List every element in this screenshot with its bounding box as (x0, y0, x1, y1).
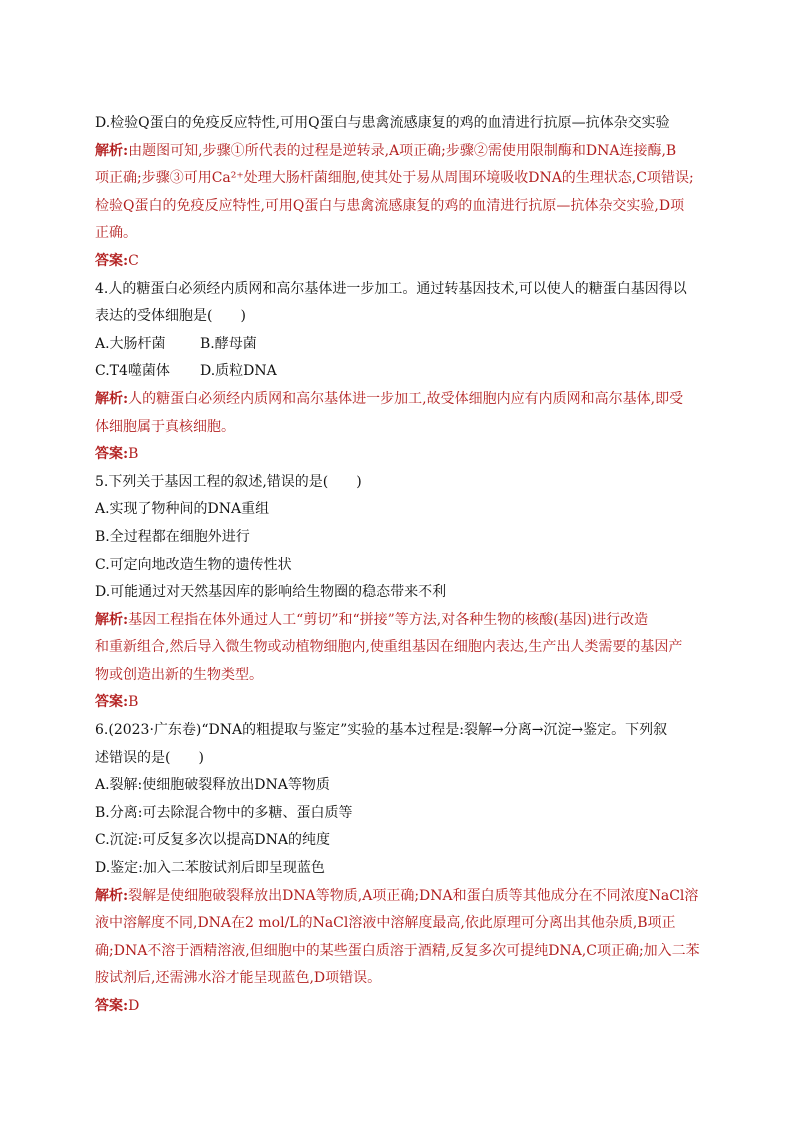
q6-option-c: C.沉淀:可反复多次以提高DNA的纯度 (95, 832, 330, 849)
q6-analysis-line: 确;DNA不溶于酒精溶液,但细胞中的某些蛋白质溶于酒精,反复多次可提纯DNA,C项正确;加入二苯 (95, 942, 700, 959)
q4-option-a: A.大肠杆菌 (95, 335, 166, 352)
answer-label: 答案: (95, 998, 129, 1014)
q6-answer (95, 993, 705, 1021)
q4-analysis-line: 解析:人的糖蛋白必须经内质网和高尔基体进一步加工,故受体细胞内应有内质网和高尔基体,即受 (95, 390, 684, 407)
q6-analysis-line: 液中溶解度不同,DNA在2 mol/L的NaCl溶液中溶解度最高,依此原理可分离出其他杂质,B项正 (95, 915, 676, 932)
q5-analysis-line: 解析:基因工程指在体外通过人工“剪切”和“拼接”等方法,对各种生物的核酸(基因)进行改造 (95, 611, 649, 628)
q3-answer (95, 248, 705, 276)
analysis-label: 解析: (95, 390, 129, 407)
q4-answer (95, 441, 705, 469)
q5-stem: 5.下列关于基因工程的叙述,错误的是( ) (95, 473, 362, 490)
analysis-label: 解析: (95, 887, 129, 904)
answer-label: 答案: (95, 446, 129, 463)
q4-stem: 4.人的糖蛋白必须经内质网和高尔基体进一步加工。通过转基因技术,可以使人的糖蛋白基因得以 (95, 280, 687, 297)
q6-option-d: D.鉴定:加入二苯胺试剂后即呈现蓝色 (95, 860, 325, 877)
q6-stem: 6.(2023·广东卷)“DNA的粗提取与鉴定”实验的基本过程是:裂解→分离→沉淀→鉴定。下列叙 (95, 722, 668, 739)
answer-value: C (128, 252, 139, 269)
q5-option-a: A.实现了物种间的DNA重组 (95, 501, 270, 518)
answer-value: D (128, 998, 140, 1014)
q6-stem: 述错误的是( ) (95, 749, 204, 766)
q6-analysis-line: 解析:裂解是使细胞破裂释放出DNA等物质,A项正确;DNA和蛋白质等其他成分在不同浓度NaCl溶 (95, 887, 699, 904)
q3-analysis-line: 解析:由题图可知,步骤①所代表的过程是逆转录,A项正确;步骤②需使用限制酶和DNA连接酶,B (95, 142, 677, 159)
q3-option-d: D.检验Q蛋白的免疫反应特性,可用Q蛋白与患禽流感康复的鸡的血清进行抗原—抗体杂交实验 (95, 115, 670, 131)
q6-option-a: A.裂解:使细胞破裂释放出DNA等物质 (95, 777, 330, 794)
q4-analysis-line: 体细胞属于真核细胞。 (95, 418, 235, 435)
answer-value: B (128, 694, 139, 711)
answer-label: 答案: (95, 252, 129, 269)
q3-analysis-line: 检验Q蛋白的免疫反应特性,可用Q蛋白与患禽流感康复的鸡的血清进行抗原—抗体杂交实验,D项 (95, 197, 685, 214)
answer-value: B (128, 446, 139, 463)
q4-option-d: D.质粒DNA (200, 363, 277, 380)
q5-analysis-line: 物或创造出新的生物类型。 (95, 666, 263, 683)
q5-option-b: B.全过程都在细胞外进行 (95, 528, 250, 545)
q5-answer (95, 689, 705, 717)
answer-label: 答案: (95, 694, 129, 711)
q5-analysis-line: 和重新组合,然后导入微生物或动植物细胞内,使重组基因在细胞内表达,生产出人类需要的基因产 (95, 639, 683, 656)
q6-option-b: B.分离:可去除混合物中的多糖、蛋白质等 (95, 804, 353, 821)
q4-options-row (95, 331, 705, 359)
q6-analysis-line: 胺试剂后,还需沸水浴才能呈现蓝色,D项错误。 (95, 970, 382, 987)
q3-analysis-line: 项正确;步骤③可用Ca²⁺处理大肠杆菌细胞,使其处于易从周围环境吸收DNA的生理状态,C项错误; (95, 170, 694, 187)
q4-option-c: C.T4噬菌体 (95, 363, 170, 380)
q4-option-b: B.酵母菌 (200, 335, 257, 352)
q4-options-row (95, 358, 705, 386)
q5-option-c: C.可定向地改造生物的遗传性状 (95, 556, 292, 573)
q4-stem: 表达的受体细胞是( ) (95, 308, 246, 325)
analysis-label: 解析: (95, 142, 129, 159)
document-page (95, 110, 705, 1021)
analysis-label: 解析: (95, 611, 129, 628)
q5-option-d: D.可能通过对天然基因库的影响给生物圈的稳态带来不利 (95, 584, 447, 601)
q3-analysis-line: 正确。 (95, 225, 137, 242)
